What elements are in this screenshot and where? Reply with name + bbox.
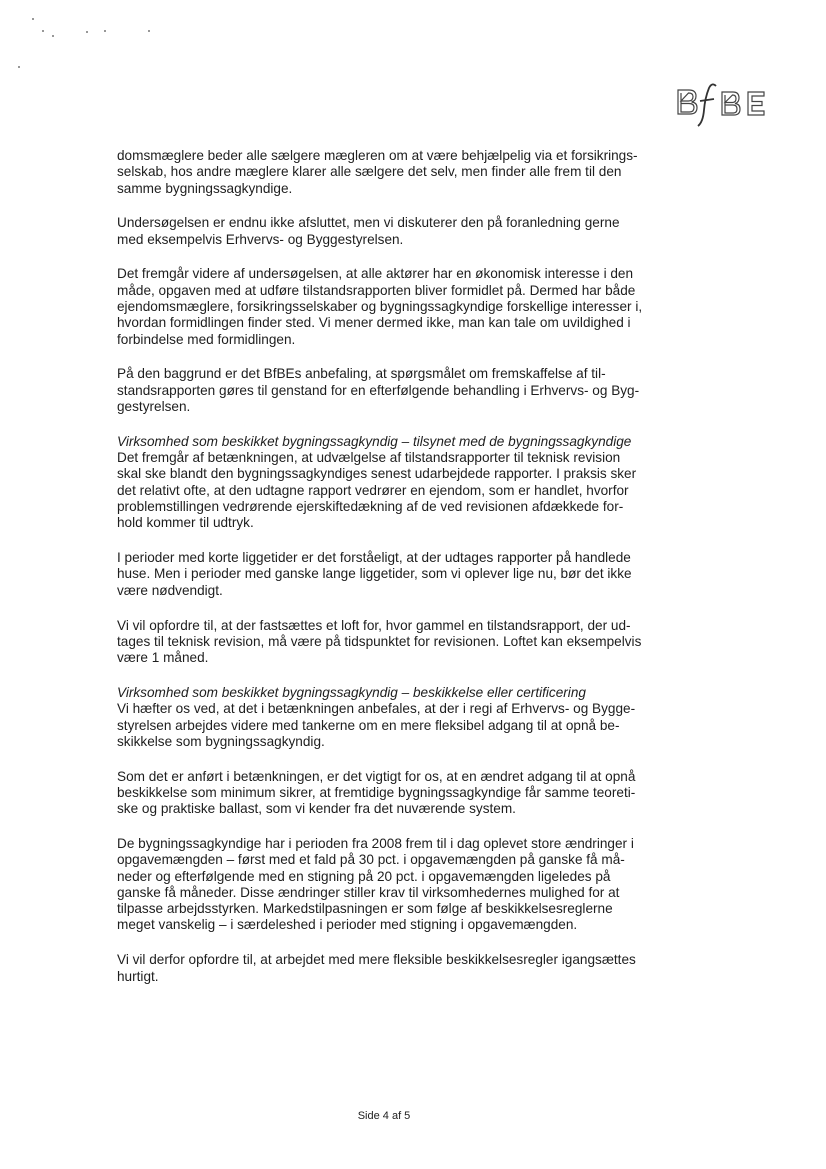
text-line: Vi vil derfor opfordre til, at arbejdet med mere fleksible beskikkelsesregler igangsættes bbox=[117, 952, 636, 968]
text-line: gestyrelsen. bbox=[117, 399, 191, 415]
text-line: skikkelse som bygningssagkyndig. bbox=[117, 733, 325, 749]
section-certification bbox=[117, 685, 673, 750]
paragraph-closing-request bbox=[117, 952, 673, 985]
text-line: ejendomsmæglere, forsikringsselskaber og bygningssagkyndige forskellige interesser i, bbox=[117, 299, 643, 315]
text-line: Som det er anført i betænkningen, er det vigtigt for os, at en ændret adgang til at opnå bbox=[117, 768, 636, 784]
speck bbox=[32, 18, 34, 20]
text-line: være 1 måned. bbox=[117, 650, 209, 666]
text-line: beskikkelse som minimum sikrer, at fremtidige bygningssagkyndige får samme teoreti- bbox=[117, 784, 636, 800]
text-line: forbindelse med formidlingen. bbox=[117, 331, 296, 347]
text-line: være nødvendigt. bbox=[117, 582, 223, 598]
section-supervision bbox=[117, 434, 673, 532]
text-line: Undersøgelsen er endnu ikke afsluttet, men vi diskuterer den på foranledning gerne bbox=[117, 215, 620, 231]
text-line: neder og efterfølgende med en stigning på 20 pct. i opgavemængden ligeledes på bbox=[117, 868, 611, 884]
speck bbox=[104, 30, 106, 32]
text-line: Det fremgår af betænkningen, at udvælgelse af tilstandsrapporter til teknisk revision bbox=[117, 450, 621, 466]
speck bbox=[86, 31, 88, 33]
text-line: standsrapporten gøres til genstand for en efterfølgende behandling i Erhvervs- og Byg- bbox=[117, 382, 640, 398]
text-line: styrelsen arbejdes videre med tankerne om en mere fleksibel adgang til at opnå be- bbox=[117, 717, 620, 733]
paragraph-realtor-practices bbox=[117, 148, 673, 197]
paragraph-listing-times bbox=[117, 550, 673, 599]
bfbe-logo-mark bbox=[676, 82, 788, 128]
speck bbox=[42, 30, 44, 32]
speck bbox=[148, 30, 150, 32]
bfbe-logo bbox=[676, 82, 788, 128]
text-line: skal ske blandt den bygningssagkyndiges senest udarbejdede rapporter. I praksis sker bbox=[117, 466, 637, 482]
text-line: Vi hæfter os ved, at det i betænkningen anbefales, at der i regi af Erhvervs- og Bygge- bbox=[117, 701, 636, 717]
section-heading: Virksomhed som beskikket bygningssagkyndig – beskikkelse eller certificering bbox=[117, 684, 586, 700]
text-line: hold kommer til udtryk. bbox=[117, 515, 254, 531]
text-line: opgavemængden – først med et fald på 30 pct. i opgavemængden på ganske få må- bbox=[117, 852, 625, 868]
text-line: De bygningssagkyndige har i perioden fra 2008 frem til i dag oplevet store ændringer i bbox=[117, 836, 634, 851]
paragraph-workload-changes bbox=[117, 836, 673, 934]
page-number: Side 4 af 5 bbox=[357, 1110, 411, 1122]
text-line: På den baggrund er det BfBEs anbefaling, at spørgsmålet om fremskaffelse af til- bbox=[117, 366, 606, 382]
speck bbox=[18, 66, 20, 68]
text-line: Vi vil opfordre til, at der fastsættes et loft for, hvor gammel en tilstandsrapport, der ud- bbox=[117, 617, 631, 633]
scan-specks bbox=[30, 16, 170, 76]
text-line: problemstillingen vedrørende ejerskiftedækning af de ved revisionen afdækkede for- bbox=[117, 499, 624, 515]
text-line: samme bygningssagkyndige. bbox=[117, 180, 293, 196]
paragraph-economic-interest bbox=[117, 266, 673, 347]
text-line: selskab, hos andre mæglere klarer alle sælgere det selv, men finder alle frem til den bbox=[117, 164, 622, 180]
letter-body bbox=[117, 148, 673, 1003]
text-line: I perioder med korte liggetider er det forståeligt, at der udtages rapporter på handlede bbox=[117, 550, 631, 566]
text-line: med eksempelvis Erhvervs- og Byggestyrelsen. bbox=[117, 231, 404, 247]
section-heading: Virksomhed som beskikket bygningssagkyndig – tilsynet med de bygningssagkyndige bbox=[117, 433, 632, 449]
paragraph-report-age-limit bbox=[117, 618, 673, 667]
text-line: domsmæglere beder alle sælgere mægleren om at være behjælpelig via et forsikrings- bbox=[117, 148, 638, 163]
text-line: hvordan formidlingen finder sted. Vi mener dermed ikke, man kan tale om uvildighed i bbox=[117, 315, 631, 331]
text-line: tilpasse arbejdsstyrken. Markedstilpasningen er som følge af beskikkelsesreglerne bbox=[117, 901, 613, 917]
text-line: tages til teknisk revision, må være på tidspunktet for revisionen. Loftet kan eksempelvis bbox=[117, 633, 642, 649]
text-line: måde, opgaven med at udføre tilstandsrapporten bliver formidlet på. Dermed har både bbox=[117, 282, 636, 298]
text-line: ganske få måneder. Disse ændringer stiller krav til virksomhedernes mulighed for at bbox=[117, 884, 620, 900]
speck bbox=[52, 35, 54, 37]
text-line: ske og praktiske ballast, som vi kender fra det nuværende system. bbox=[117, 801, 516, 817]
paragraph-minimum-requirements bbox=[117, 769, 673, 818]
paragraph-survey-status bbox=[117, 215, 673, 248]
text-line: Det fremgår videre af undersøgelsen, at alle aktører har en økonomisk interesse i den bbox=[117, 266, 634, 282]
text-line: hurtigt. bbox=[117, 968, 159, 984]
text-line: det relativt ofte, at den udtagne rapport vedrører en ejendom, som er handlet, hvorfor bbox=[117, 482, 629, 498]
text-line: meget vanskelig – i særdeleshed i perioder med stigning i opgavemængden. bbox=[117, 917, 578, 933]
text-line: huse. Men i perioder med ganske lange liggetider, som vi oplever lige nu, bør det ikke bbox=[117, 566, 632, 582]
paragraph-recommendation bbox=[117, 366, 673, 415]
